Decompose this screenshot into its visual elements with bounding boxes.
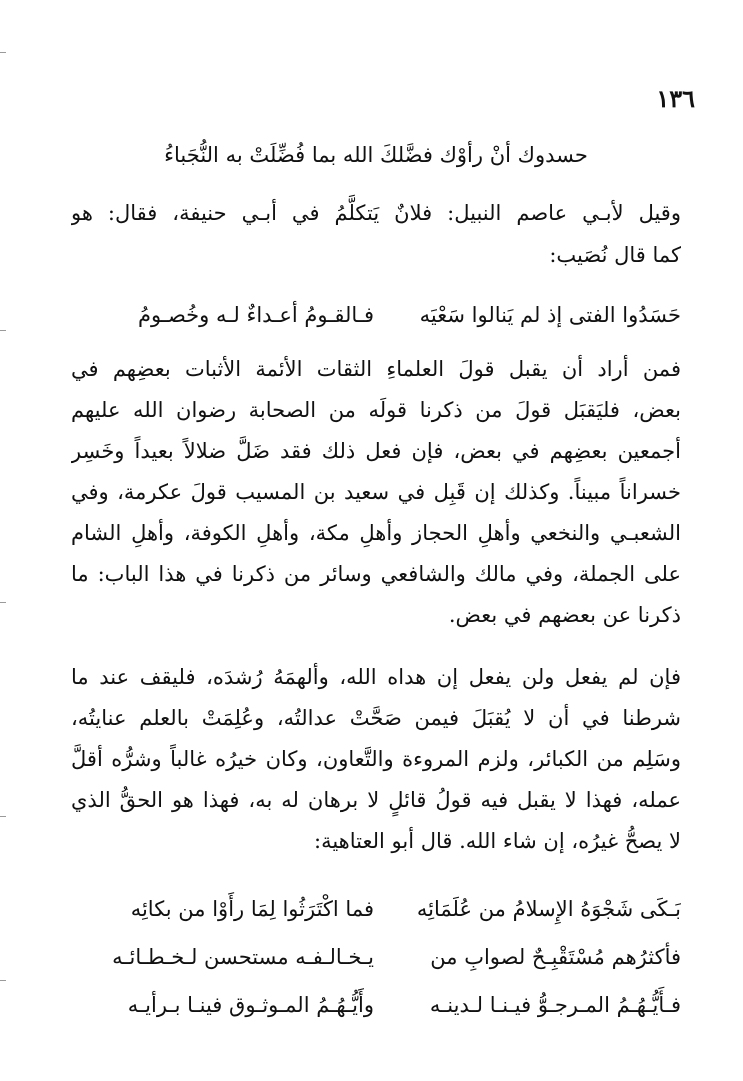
paragraph-line: خسراناً مبيناً. وكذلك إن قَبِل في سعيد بن المسيب قولَ عكرمة، وفي [71, 480, 681, 504]
page-number: ١٣٦ [656, 84, 695, 113]
verse-first-hemistich: فأكثرُهم مُسْتَقْبِـحٌ لصوابِ من [430, 945, 681, 969]
verse-second-hemistich: وأَيُّـهُـمُ المـوثـوق فينـا بـرأيـه [127, 993, 374, 1017]
paragraph-line: الشعبـي والنخعي وأهلِ الحجاز وأهلِ مكة، وأهلِ الكوفة، وأهلِ الشام [71, 521, 681, 545]
opening-verse: حسدوك أنْ رأوْك فضَّلكَ الله بما فُضِّلَتْ به النُّجَباءُ [164, 143, 588, 167]
verse-first-hemistich: بَـكَى شَجْوَهُ الإِسلامُ من عُلَمَائِه [416, 897, 681, 921]
paragraph-line: كما قال نُصَيب: [549, 243, 681, 267]
verse-second-hemistich: فـالقـومُ أعـداءٌ لـه وخُصـومُ [137, 303, 374, 327]
paragraph-line: وقيل لأبـي عاصم النبيل: فلانٌ يَتكلَّمُ في أبـي حنيفة، فقال: هو [71, 201, 681, 225]
paragraph-line: فإن لم يفعل ولن يفعل إن هداه الله، وألهمَهُ رُشدَه، فليقف عند ما [71, 665, 681, 689]
verse-first-hemistich: فـأَيُّـهُـمُ المـرجـوُّ فيـنـا لـدينـه [429, 993, 681, 1017]
scan-margin-mark [0, 816, 6, 817]
verse-first-hemistich: حَسَدُوا الفتى إذ لم يَنالوا سَعْيَه [419, 303, 681, 327]
verse-second-hemistich: يـخـالـفـه مستحسن لـخـطـائـه [112, 945, 374, 969]
paragraph-line: عمله، فهذا لا يقبل فيه قولُ قائلٍ لا برهان له به، فهذا هو الحقُّ الذي [71, 788, 681, 812]
paragraph-line: أجمعين بعضِهم في بعض، فإن فعل ذلك فقد ضَلَّ ضلالاً بعيداً وخَسِر [71, 439, 681, 463]
paragraph-line: فمن أراد أن يقبل قولَ العلماءِ الثقات الأئمة الأثبات بعضِهم في [71, 357, 681, 381]
paragraph-line: ذكرنا عن بعضهم في بعض. [448, 603, 681, 627]
scan-margin-mark [0, 602, 6, 603]
scan-margin-mark [0, 52, 6, 53]
paragraph-line: شرطنا في أن لا يُقبَلَ فيمن صَحَّتْ عدالتُه، وعُلِمَتْ بالعلم عنايتُه، [71, 706, 681, 730]
paragraph-line: لا يصحُّ غيرُه، إن شاء الله. قال أبو العتاهية: [314, 829, 681, 853]
verse-second-hemistich: فما اكْتَرَثُوا لِمَا رأَوْا من بكائِه [130, 897, 374, 921]
paragraph-line: على الجملة، وفي مالك والشافعي وسائر من ذكرنا في هذا الباب: ما [71, 562, 681, 586]
scan-margin-mark [0, 980, 6, 981]
scan-margin-mark [0, 330, 6, 331]
paragraph-line: بعض، فليَقبَل قولَ من ذكرنا قولَه من الصحابة رضوان الله عليهم [71, 398, 681, 422]
paragraph-line: وسَلِم من الكبائر، ولزم المروءة والتَّعاون، وكان خيرُه غالباً وشرُّه أقلَّ [71, 747, 681, 771]
